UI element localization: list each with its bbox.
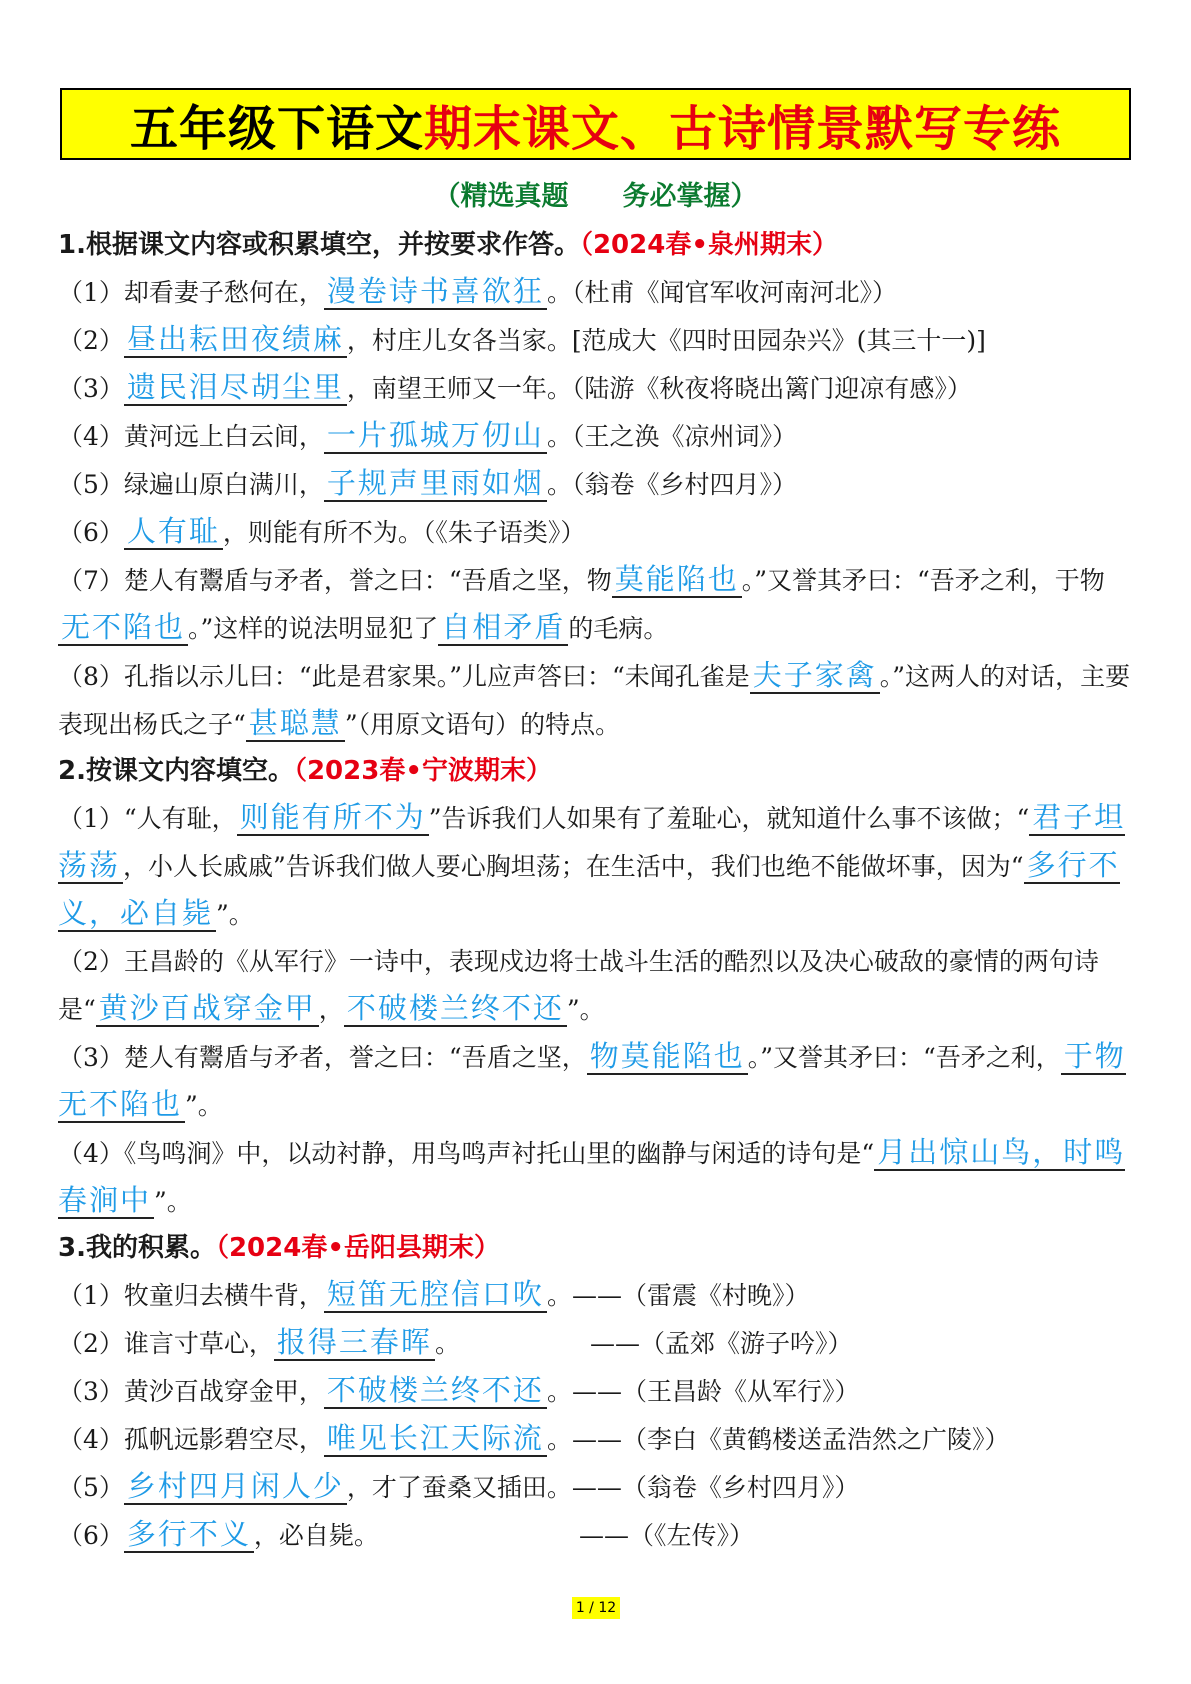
answer-blank: 不破楼兰终不还 [344,991,567,1027]
question-source: （2023春•宁波期末） [293,756,552,786]
answer-blank: 则能有所不为 [237,800,429,836]
list-item: （1）“人有耻， 则能有所不为 ”告诉我们人如果有了羞耻心，就知道什么事不该做；“ 君子坦荡荡 ，小人长戚戚”告诉我们做人要心胸坦荡；在生活中，我们也绝不能做坏事，因为“ 多行不义，必自毙 ”。 [58,800,1126,930]
answer-blank: 黄沙百战穿金甲 [96,991,319,1027]
list-item: （2）王昌龄的《从军行》一诗中，表现戍边将士战斗生活的酷烈以及决心破敌的豪情的两句诗是“ 黄沙百战穿金甲 ， 不破楼兰终不还 ”。 [58,947,1099,1025]
question-1-title: 1.根据课文内容或积累填空，并按要求作答。（2024春•泉州期末） [58,230,838,260]
answer-blank: 夫子家禽 [750,658,880,694]
answer-blank: 于物无不陷也 [58,1039,1126,1121]
list-item: （3）楚人有鬻盾与矛者，誉之曰：“吾盾之坚， 物莫能陷也 。”又誉其矛曰：“吾矛之利， 于物无不陷也 ”。 [58,1039,1126,1121]
answer-blank: 无不陷也 [58,610,188,646]
page-number: 1 / 12 [572,1597,620,1619]
list-item: （4）孤帆远影碧空尽， 唯见长江天际流 。——（李白《黄鹤楼送孟浩然之广陵》） [58,1421,1010,1455]
list-item: （3） 遗民泪尽胡尘里 ，南望王师又一年。（陆游《秋夜将晓出篱门迎凉有感》） [58,370,972,404]
answer-blank: 不破楼兰终不还 [324,1373,547,1409]
answer-blank: 月出惊山鸟，时鸣春涧中 [58,1135,1126,1217]
question-source: （2024春•泉州期末） [579,230,838,260]
answer-blank: 乡村四月闲人少 [124,1469,347,1505]
question-source: （2024春•岳阳县期末） [215,1233,500,1263]
answer-blank: 莫能陷也 [612,562,742,598]
answer-blank: 多行不义 [124,1517,254,1553]
answer-blank: 昼出耘田夜绩麻 [124,322,347,358]
answer-blank: 物莫能陷也 [587,1039,748,1075]
title-grade: 五年级下语文 [129,100,424,157]
answer-blank: 自相矛盾 [438,610,568,646]
list-item: （6） 人有耻 ，则能有所不为。（《朱子语类》） [58,514,586,548]
list-item: （5） 乡村四月闲人少 ，才了蚕桑又插田。——（翁卷《乡村四月》） [58,1469,860,1503]
answer-blank: 子规声里雨如烟 [324,466,547,502]
list-item: （4）黄河远上白云间， 一片孤城万仞山 。（王之涣《凉州词》） [58,418,797,452]
list-item: （5）绿遍山原白满川， 子规声里雨如烟 。（翁卷《乡村四月》） [58,466,797,500]
page-title [60,88,1131,160]
list-item: （8）孔指以示儿曰：“此是君家果。”儿应声答曰：“未闻孔雀是 夫子家禽 。”这两人的对话，主要表现出杨氏之子“ 甚聪慧 ”（用原文语句）的特点。 [58,658,1131,740]
answer-blank: 唯见长江天际流 [324,1421,547,1457]
answer-blank: 一片孤城万仞山 [324,418,547,454]
answer-blank: 短笛无腔信口吹 [324,1277,547,1313]
list-item: （3）黄沙百战穿金甲， 不破楼兰终不还 。——（王昌龄《从军行》） [58,1373,860,1407]
list-item: （1）牧童归去横牛背， 短笛无腔信口吹 。——（雷震《村晚》） [58,1277,810,1311]
question-2-title: 2.按课文内容填空。（2023春•宁波期末） [58,756,552,786]
title-topic: 期末课文、古诗情景默写专练 [424,100,1062,157]
subtitle: （精选真题 务必掌握） [433,181,758,212]
list-item: （1）却看妻子愁何在， 漫卷诗书喜欲狂 。（杜甫《闻官军收河南河北》） [58,274,897,308]
list-item: （2） 昼出耘田夜绩麻 ，村庄儿女各当家。[范成大《四时田园杂兴》(其三十一)] [58,322,986,356]
answer-blank: 甚聪慧 [246,706,345,742]
list-item: （4）《鸟鸣涧》中，以动衬静，用鸟鸣声衬托山里的幽静与闲适的诗句是“ 月出惊山鸟，时鸣春涧中 ”。 [58,1135,1126,1217]
list-item: （6） 多行不义 ，必自毙。 ——（《左传》） [58,1517,754,1551]
list-item: （2）谁言寸草心， 报得三春晖 。 ——（孟郊《游子吟》） [58,1325,853,1359]
list-item: （7）楚人有鬻盾与矛者，誉之曰：“吾盾之坚，物 莫能陷也 。”又誉其矛曰：“吾矛之利，于物无不陷也 。”这样的说法明显犯了 自相矛盾 的毛病。 [58,562,1105,644]
answer-blank: 多行不义，必自毙 [58,848,1120,930]
answer-blank: 漫卷诗书喜欲狂 [324,274,547,310]
question-3-title: 3.我的积累。（2024春•岳阳县期末） [58,1233,500,1263]
answer-blank: 人有耻 [124,514,223,550]
answer-blank: 君子坦荡荡 [58,800,1126,882]
answer-blank: 遗民泪尽胡尘里 [124,370,347,406]
worksheet-body [58,222,1138,1559]
answer-blank: 报得三春晖 [274,1325,435,1361]
